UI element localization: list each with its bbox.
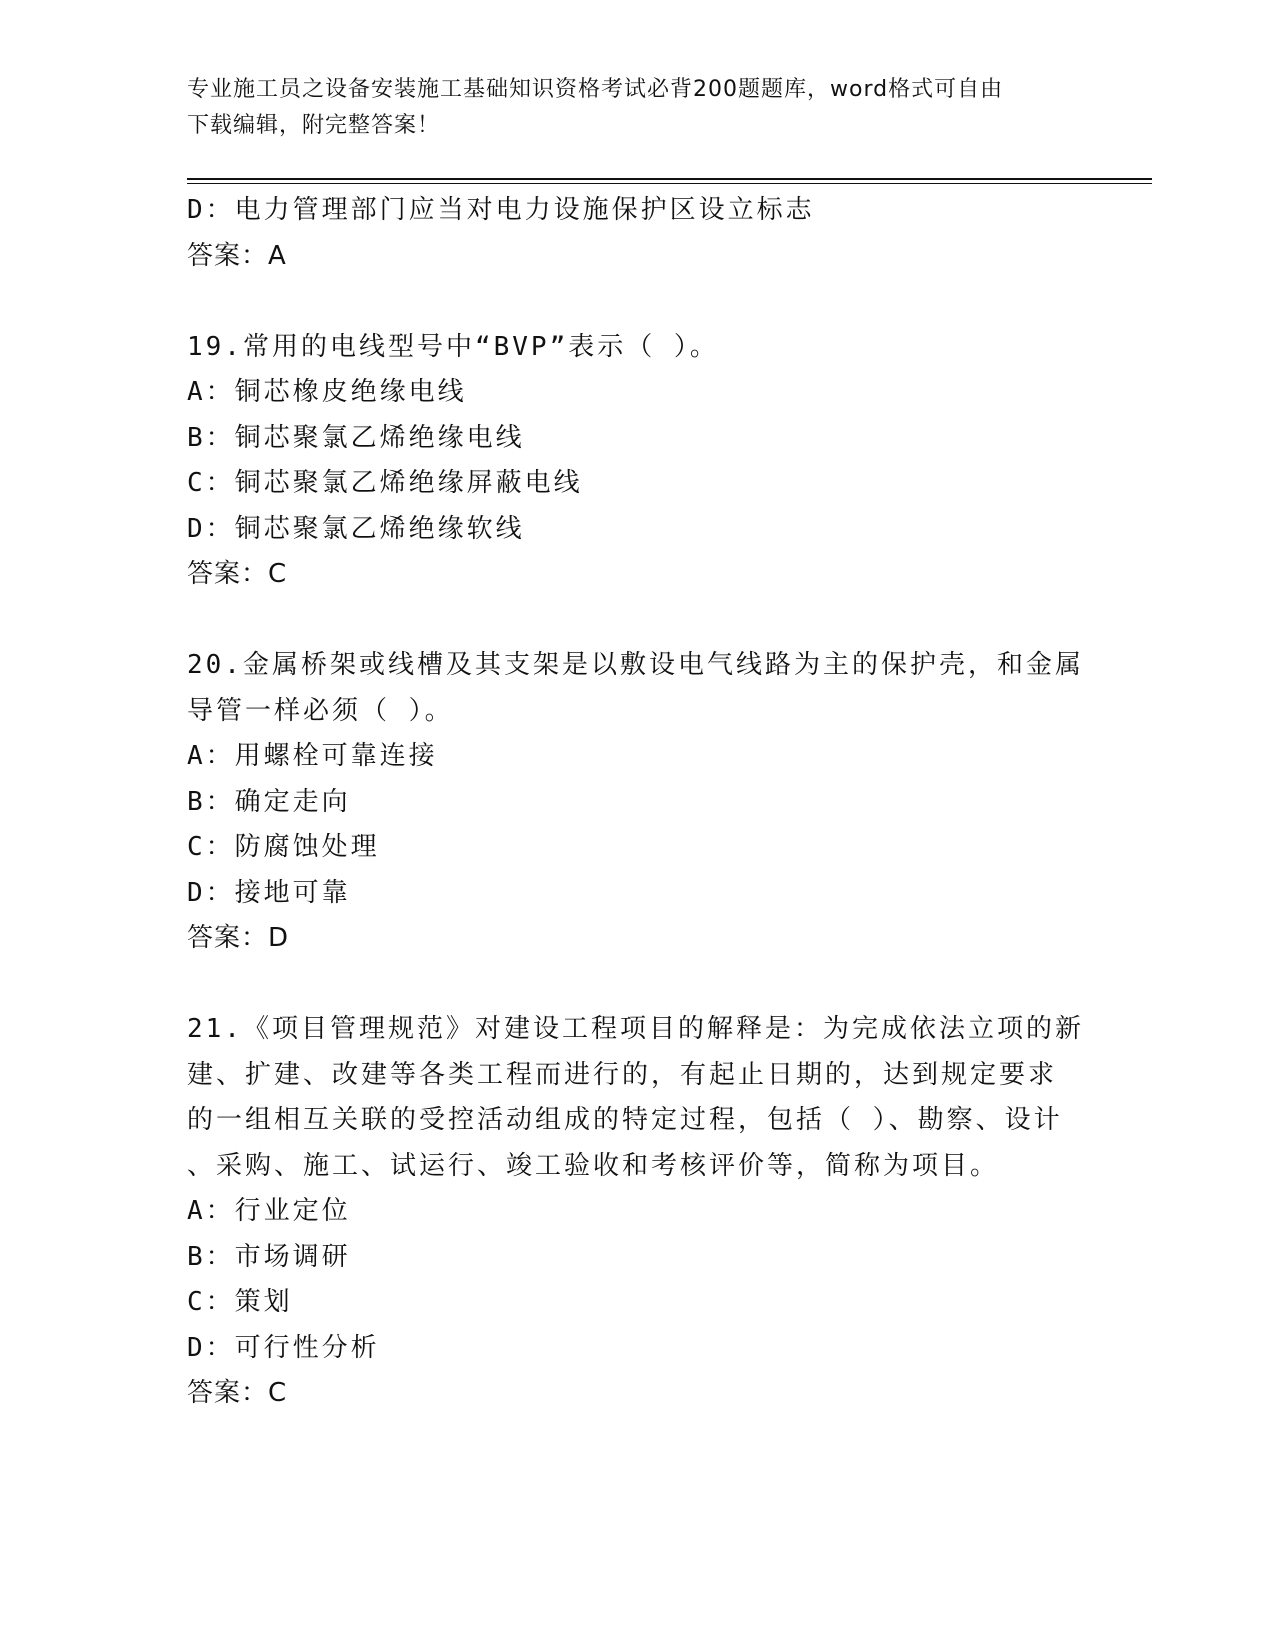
question-stem: 19.常用的电线型号中“BVP”表示（ ）。 bbox=[187, 331, 719, 362]
header-rule-thick bbox=[187, 178, 1152, 180]
option-c: C：策划 bbox=[187, 1287, 293, 1317]
question-18-tail bbox=[187, 188, 1087, 279]
question-stem-line-3: 的一组相互关联的受控活动组成的特定过程，包括（ ）、勘察、设计 bbox=[187, 1105, 1063, 1135]
question-stem-line-1: 20.金属桥架或线槽及其支架是以敷设电气线路为主的保护壳，和金属 bbox=[187, 650, 1084, 680]
option-c: C：防腐蚀处理 bbox=[187, 832, 380, 862]
option-b: B：市场调研 bbox=[187, 1241, 351, 1272]
question-stem-line-2: 导管一样必须（ ）。 bbox=[187, 695, 454, 726]
answer-line: 答案：D bbox=[187, 923, 290, 953]
answer-line: 答案：A bbox=[187, 240, 287, 271]
question-stem-line-2: 建、扩建、改建等各类工程而进行的，有起止日期的，达到规定要求 bbox=[187, 1059, 1058, 1090]
question-list bbox=[187, 188, 1087, 1417]
option-b: B：铜芯聚氯乙烯绝缘电线 bbox=[187, 422, 525, 453]
answer-line: 答案：C bbox=[187, 1378, 288, 1408]
question-20 bbox=[187, 643, 1087, 962]
question-stem-line-1: 21.《项目管理规范》对建设工程项目的解释是：为完成依法立项的新 bbox=[187, 1014, 1084, 1044]
question-19 bbox=[187, 325, 1087, 598]
option-d: D：电力管理部门应当对电力设施保护区设立标志 bbox=[187, 195, 815, 225]
question-stem-line-4: 、采购、施工、试运行、竣工验收和考核评价等，简称为项目。 bbox=[187, 1150, 1000, 1181]
question-21 bbox=[187, 1007, 1087, 1417]
option-d: D：铜芯聚氯乙烯绝缘软线 bbox=[187, 513, 525, 544]
answer-line: 答案：C bbox=[187, 559, 288, 589]
option-a: A：行业定位 bbox=[187, 1196, 351, 1226]
option-c: C：铜芯聚氯乙烯绝缘屏蔽电线 bbox=[187, 468, 583, 498]
document-header bbox=[187, 72, 1067, 144]
option-b: B：确定走向 bbox=[187, 786, 351, 817]
option-a: A：铜芯橡皮绝缘电线 bbox=[187, 377, 467, 407]
option-d: D：可行性分析 bbox=[187, 1332, 380, 1363]
option-d: D：接地可靠 bbox=[187, 877, 351, 908]
header-title-line-1: 专业施工员之设备安装施工基础知识资格考试必背200题题库，word格式可自由 bbox=[187, 77, 1004, 102]
header-title-line-2: 下载编辑，附完整答案！ bbox=[187, 113, 441, 138]
header-rule-thin bbox=[187, 183, 1152, 184]
option-a: A：用螺栓可靠连接 bbox=[187, 741, 438, 771]
